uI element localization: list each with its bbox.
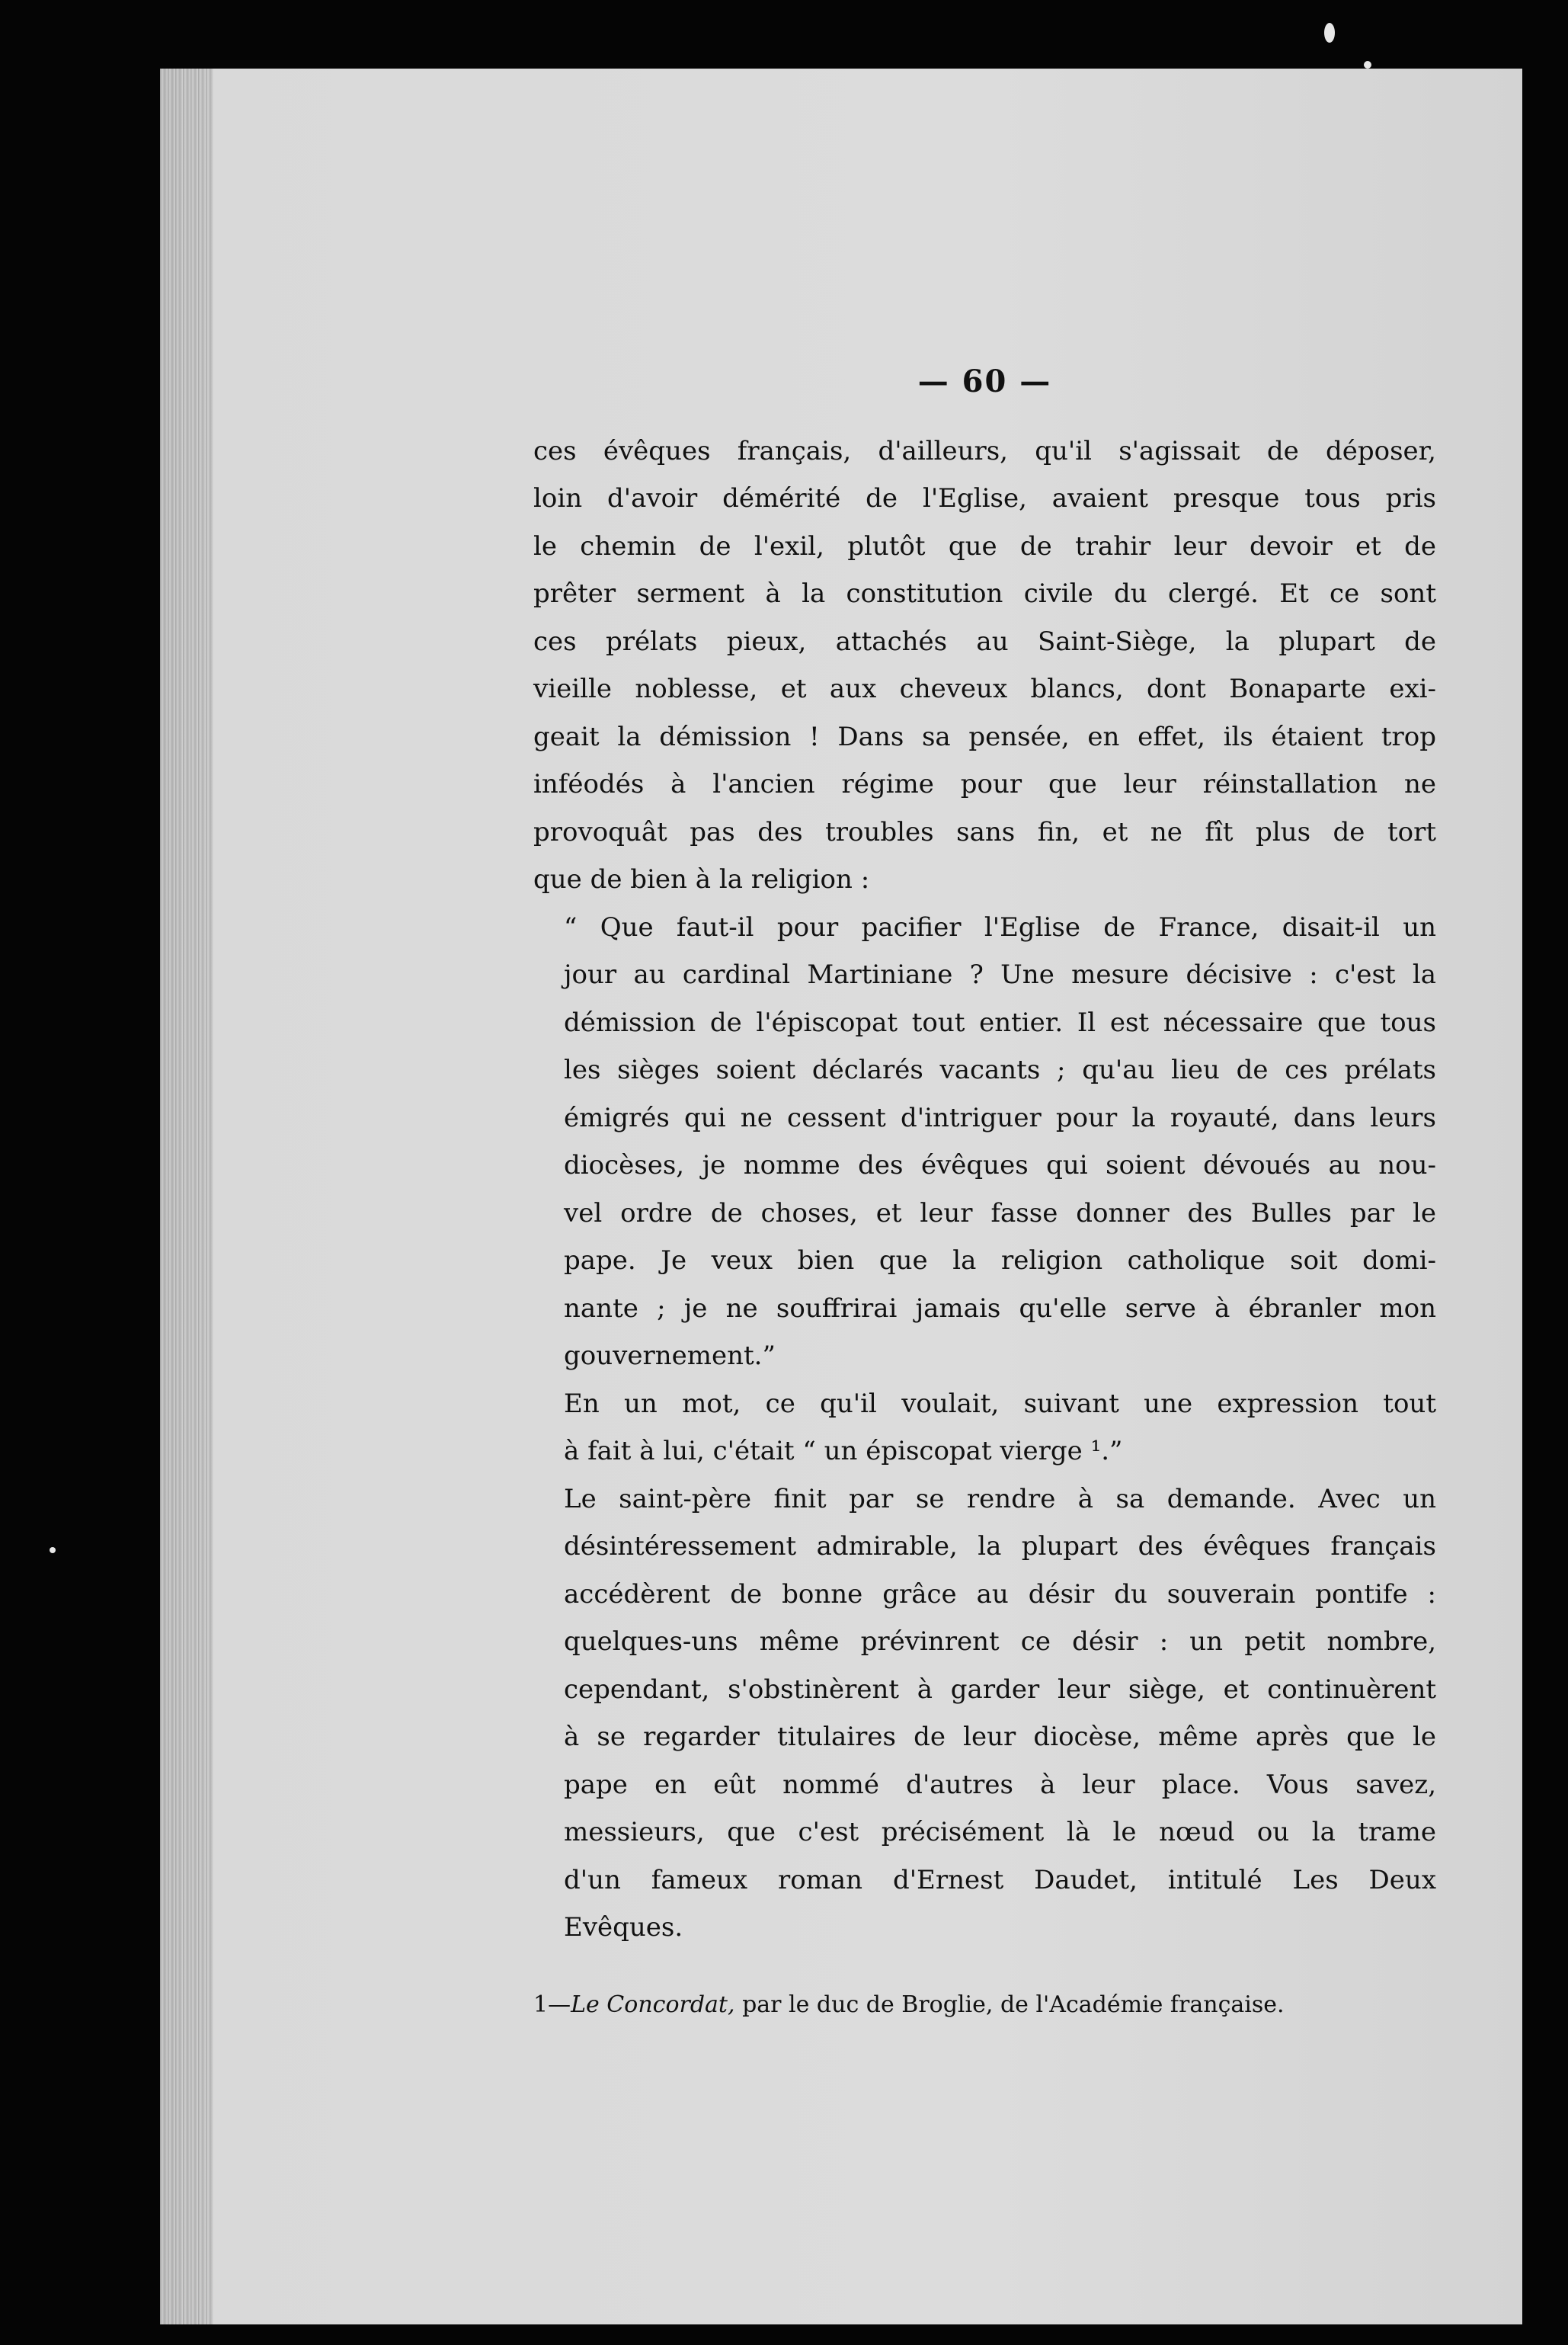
text-line: jour au cardinal Martiniane ? Une mesure décisive : c'est la [564,959,1436,990]
text-line: que de bien à la religion : [533,864,870,895]
text-line: Le saint-père finit par se rendre à sa demande. Avec un [564,1483,1436,1514]
text-line: “ Que faut-il pour pacifier l'Eglise de France, disait-il un [564,911,1436,943]
footnote-text: par le duc de Broglie, de l'Académie française. [734,1991,1285,2018]
footnote [533,1990,1436,2020]
text-line: accédèrent de bonne grâce au désir du souverain pontife : [564,1578,1436,1610]
text-line: vieille noblesse, et aux cheveux blancs, dont Bonaparte exi- [533,674,1436,704]
text-line: diocèses, je nomme des évêques qui soient dévoués au nou- [564,1150,1436,1181]
text-line: loin d'avoir démérité de l'Eglise, avaient presque tous pris [533,483,1436,514]
text-line: à se regarder titulaires de leur diocèse, même après que le [564,1722,1436,1752]
text-line: d'un fameux roman d'Ernest Daudet, intitulé Les Deux [564,1864,1436,1895]
text-line: ces évêques français, d'ailleurs, qu'il s'agissait de déposer, [533,435,1436,466]
dust-speck [1364,61,1371,69]
text-line: Evêques. [564,1912,683,1943]
paragraph [533,904,1436,1380]
dust-speck [50,1547,56,1553]
text-line: pape en eût nommé d'autres à leur place. Vous savez, [564,1769,1436,1800]
text-line: à fait à lui, c'était “ un épiscopat vierge ¹.” [564,1436,1123,1466]
text-line: désintéressement admirable, la plupart des évêques français [564,1531,1436,1562]
text-line: émigrés qui ne cessent d'intriguer pour la royauté, dans leurs [564,1102,1436,1133]
text-line: nante ; je ne souffrirai jamais qu'elle serve à ébranler mon [564,1293,1436,1324]
text-line: inféodés à l'ancien régime pour que leur réinstallation ne [533,769,1436,799]
page-binding-edge [160,69,213,2324]
body-paragraphs [533,428,1436,1952]
text-line: provoquât pas des troubles sans fin, et ne fît plus de tort [533,816,1436,847]
text-line: messieurs, que c'est précisément là le nœud ou la trame [564,1817,1436,1847]
text-line: démission de l'épiscopat tout entier. Il est nécessaire que tous [564,1007,1436,1038]
text-line: En un mot, ce qu'il voulait, suivant une expression tout [564,1388,1436,1419]
footnote-title: Le Concordat, [571,1991,735,2018]
text-line: ces prélats pieux, attachés au Saint-Siège, la plupart de [533,626,1436,657]
text-line: les sièges soient déclarés vacants ; qu'au lieu de ces prélats [564,1055,1436,1085]
text-line: vel ordre de choses, et leur fasse donner des Bulles par le [564,1197,1436,1229]
footnote-marker: 1— [533,1991,571,2018]
text-line: gouvernement.” [564,1341,776,1371]
text-line: cependant, s'obstinèrent à garder leur siège, et continuèrent [564,1674,1436,1705]
text-line: le chemin de l'exil, plutôt que de trahir leur devoir et de [533,530,1436,562]
page-text [533,358,1436,2020]
paragraph [533,1380,1436,1475]
page-number: — 60 — [917,364,1052,399]
dust-speck [1324,23,1335,43]
paragraph [533,428,1436,904]
text-line: prêter serment à la constitution civile du clergé. Et ce sont [533,578,1436,609]
paragraph [533,1475,1436,1952]
text-line: geait la démission ! Dans sa pensée, en effet, ils étaient trop [533,721,1436,752]
text-line: quelques-uns même prévinrent ce désir : un petit nombre, [564,1626,1436,1657]
text-line: pape. Je veux bien que la religion catholique soit domi- [564,1245,1436,1276]
